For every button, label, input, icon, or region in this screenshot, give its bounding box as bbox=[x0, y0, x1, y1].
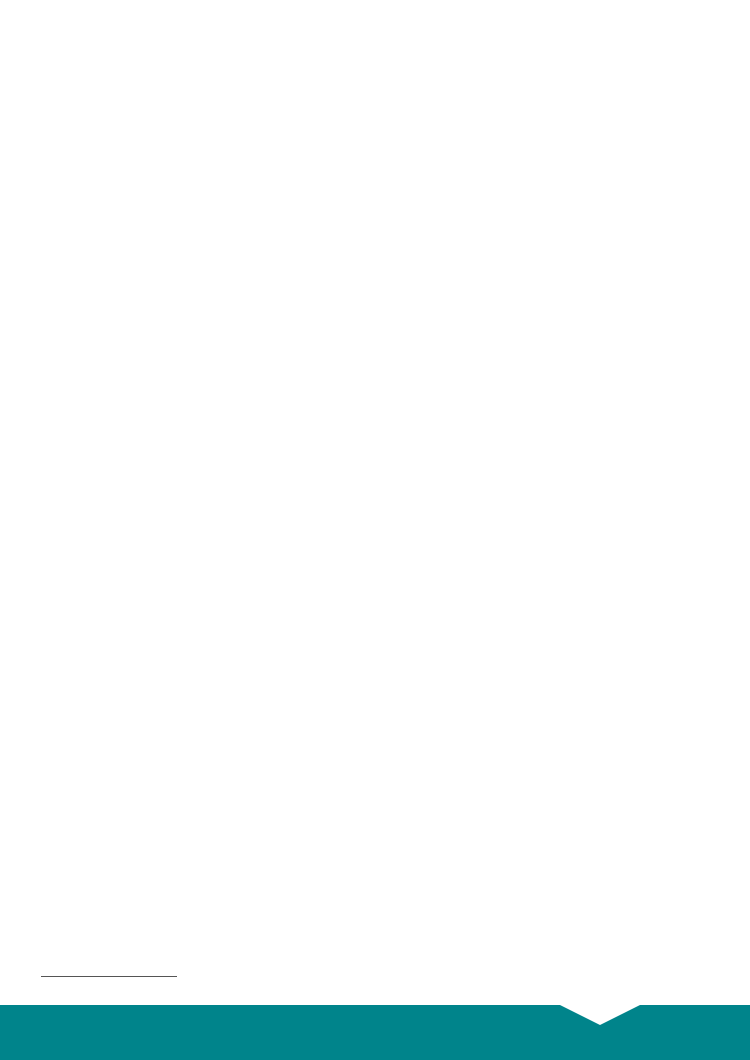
moxa-logo bbox=[37, 1021, 165, 1043]
page-footer bbox=[0, 1005, 750, 1060]
footnote-rule bbox=[41, 976, 177, 977]
footer-notch-shape bbox=[560, 1005, 640, 1025]
footnote bbox=[41, 980, 63, 990]
